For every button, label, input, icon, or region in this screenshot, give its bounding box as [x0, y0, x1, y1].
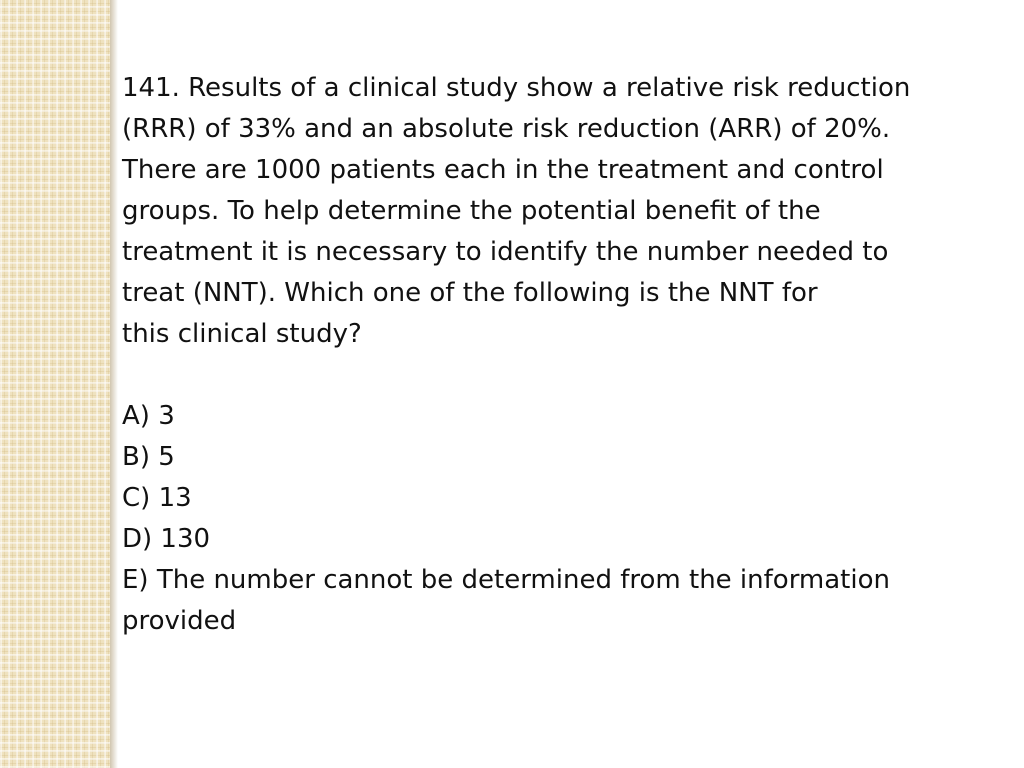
answer-options: [122, 396, 982, 642]
side-shadow: [110, 0, 118, 768]
option-b: B) 5: [122, 442, 175, 472]
question-line: groups. To help determine the potential benefit of the: [122, 196, 821, 226]
slide-content: [122, 68, 982, 642]
question-line: this clinical study?: [122, 319, 362, 349]
option-e-continued: provided: [122, 606, 237, 636]
question-line: (RRR) of 33% and an absolute risk reduction (ARR) of 20%.: [122, 114, 891, 144]
question-line: treatment it is necessary to identify the number needed to: [122, 237, 889, 267]
option-a: A) 3: [122, 401, 175, 431]
decorative-side-pattern: [0, 0, 110, 768]
option-e: E) The number cannot be determined from the information: [122, 565, 890, 595]
question-text: [122, 68, 982, 355]
spacer: [122, 355, 982, 396]
option-d: D) 130: [122, 524, 211, 554]
option-c: C) 13: [122, 483, 192, 513]
question-line: There are 1000 patients each in the treatment and control: [122, 155, 884, 185]
question-line: 141. Results of a clinical study show a relative risk reduction: [122, 73, 911, 103]
question-line: treat (NNT). Which one of the following is the NNT for: [122, 278, 818, 308]
